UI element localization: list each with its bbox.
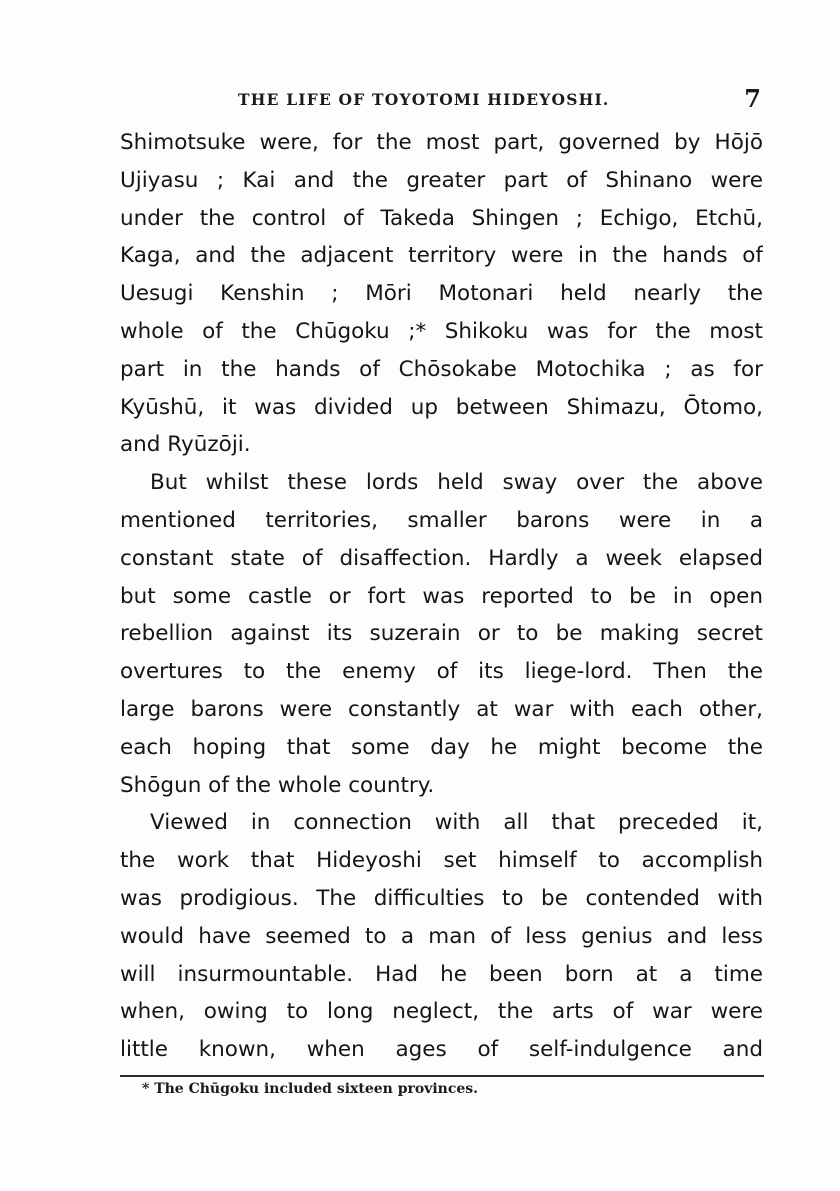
page-number: 7 [744, 84, 761, 113]
text-line: part in the hands of Chōsokabe Motochika ; as for [120, 356, 763, 382]
text-line: large barons were constantly at war with each other, [120, 696, 763, 722]
text-line: Shimotsuke were, for the most part, governed by Hōjō [120, 130, 763, 155]
text-line: and Ryūzōji. [120, 432, 251, 458]
text-line: each hoping that some day he might become the [120, 734, 763, 760]
text-line: will insurmountable. Had he been born at a time [120, 961, 763, 987]
text-line: overtures to the enemy of its liege-lord. Then the [120, 659, 763, 685]
text-line: the work that Hideyoshi set himself to accomplish [120, 848, 763, 874]
body-text [120, 124, 763, 1069]
text-line: Kaga, and the adjacent territory were in the hands of [120, 243, 763, 269]
text-line: under the control of Takeda Shingen ; Echigo, Etchū, [120, 205, 763, 231]
text-line: would have seemed to a man of less genius and less [120, 923, 763, 949]
footnote-divider [120, 1075, 764, 1077]
running-title: THE LIFE OF TOYOTOMI HIDEYOSHI. [238, 90, 610, 109]
text-line: But whilst these lords held sway over the above [150, 470, 763, 496]
page-header [120, 86, 763, 116]
text-line: Uesugi Kenshin ; Mōri Motonari held nearly the [120, 281, 763, 307]
text-line: constant state of disaffection. Hardly a week elapsed [120, 545, 763, 571]
footnote: * The Chūgoku included sixteen provinces. [142, 1081, 479, 1097]
text-line: when, owing to long neglect, the arts of war were [120, 999, 763, 1025]
text-line: Ujiyasu ; Kai and the greater part of Shinano were [120, 167, 763, 193]
text-line: little known, when ages of self-indulgence and [120, 1037, 763, 1063]
text-line: whole of the Chūgoku ;* Shikoku was for the most [120, 318, 763, 344]
text-line: mentioned territories, smaller barons were in a [120, 507, 763, 533]
text-line: Viewed in connection with all that preceded it, [150, 810, 763, 836]
text-line: but some castle or fort was reported to be in open [120, 583, 763, 609]
text-line: Shōgun of the whole country. [120, 772, 435, 798]
text-line: Kyūshū, it was divided up between Shimazu, Ōtomo, [120, 394, 763, 420]
text-line: was prodigious. The difficulties to be contended with [120, 885, 763, 911]
text-line: rebellion against its suzerain or to be making secret [120, 621, 763, 647]
